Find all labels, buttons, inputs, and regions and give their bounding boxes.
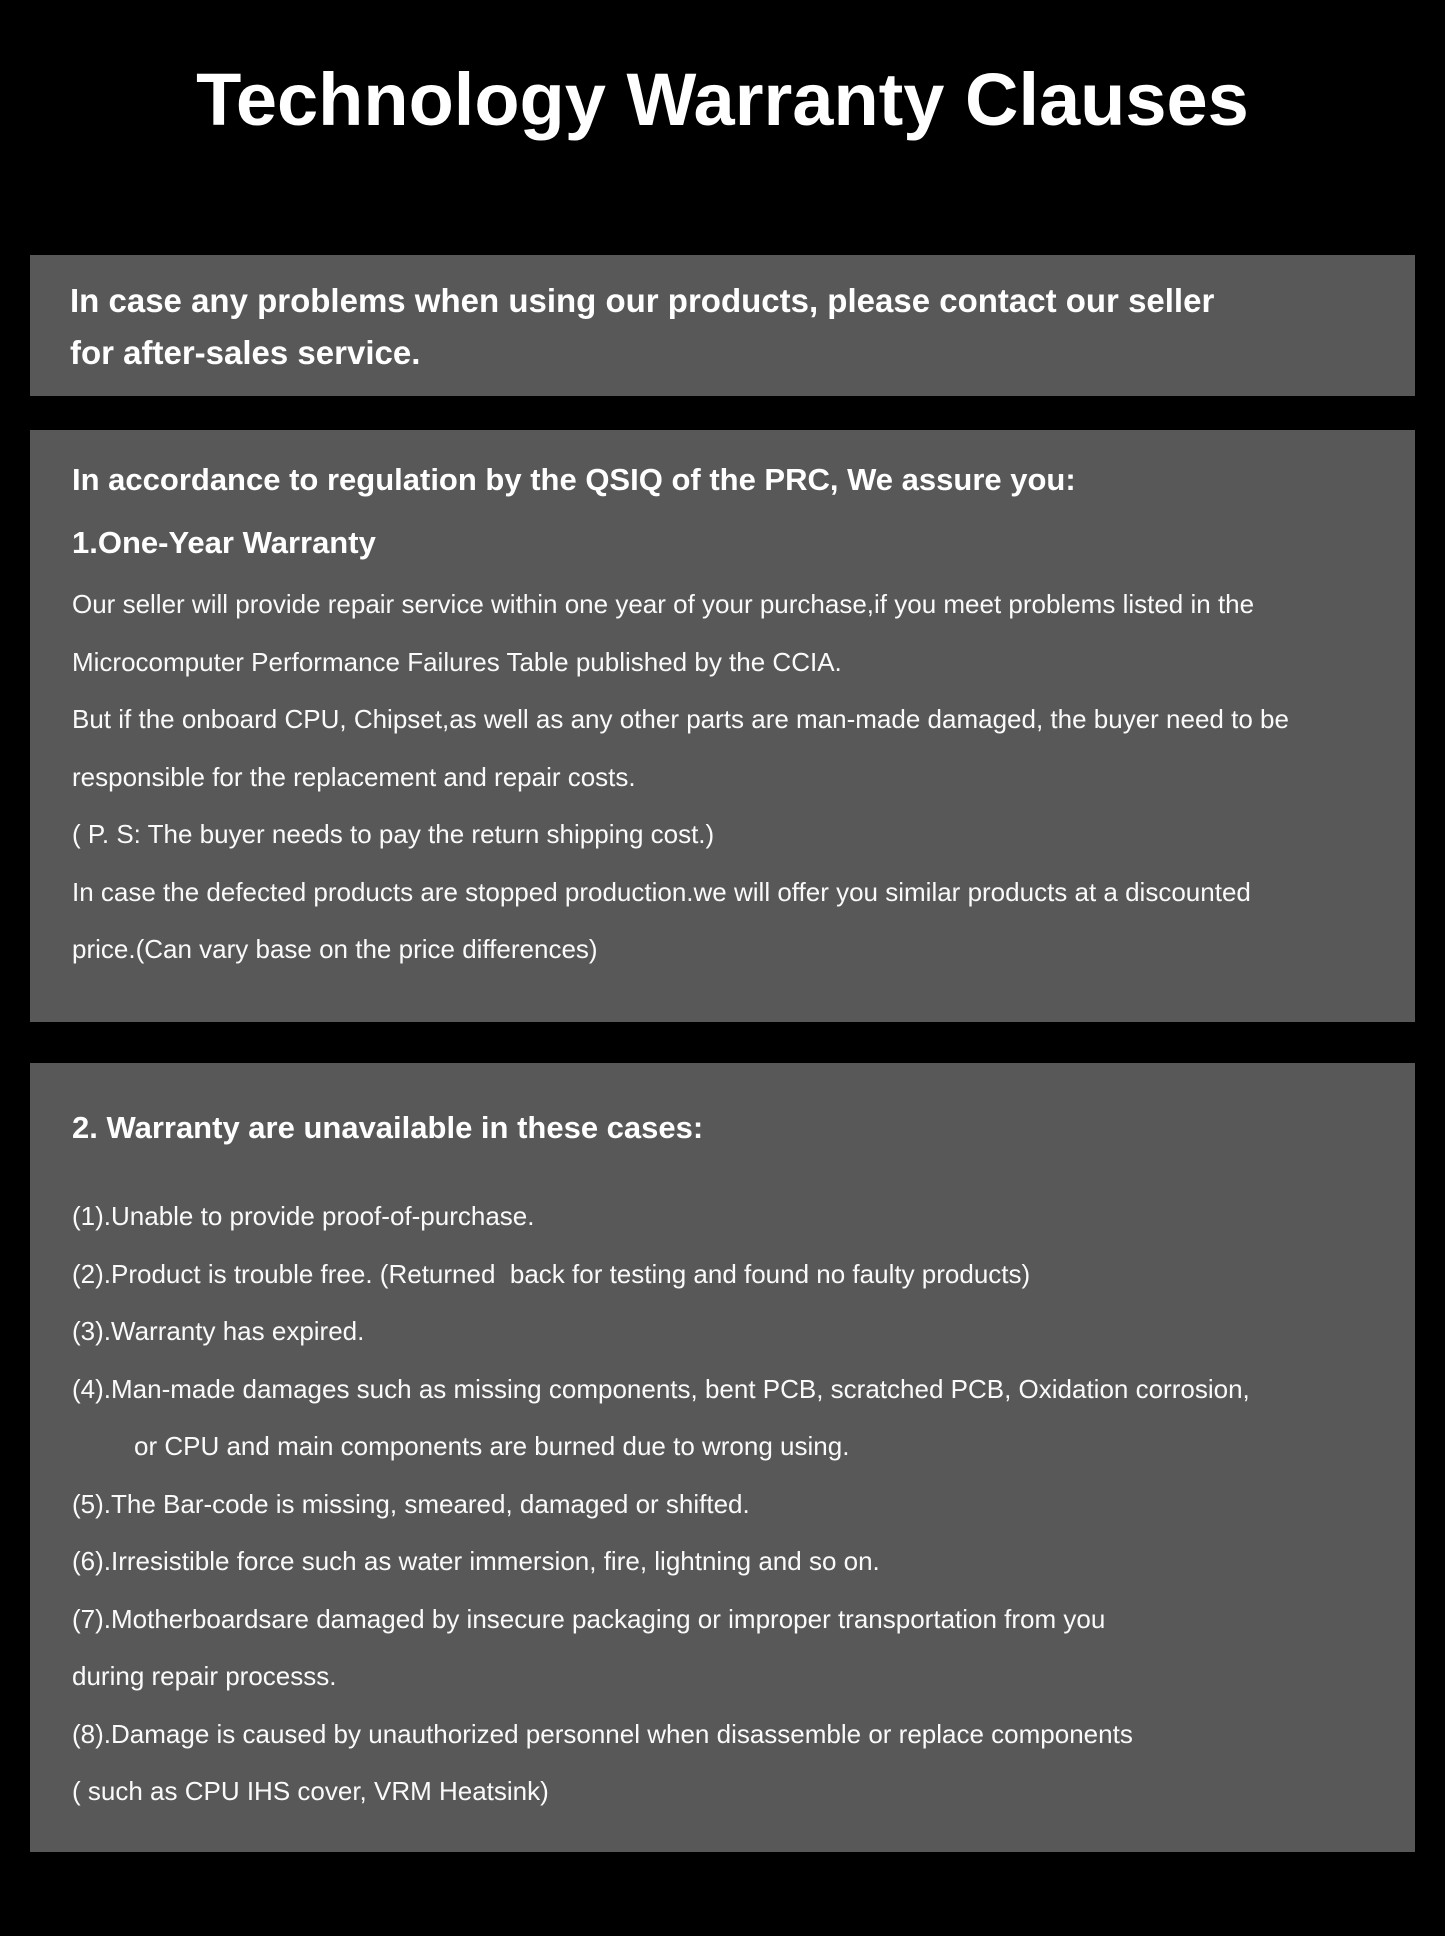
warranty-text-line: Our seller will provide repair service within one year of your purchase,if you meet problems listed in the [72,589,1255,619]
warranty-text-line: But if the onboard CPU, Chipset,as well as any other parts are man-made damaged, the buyer need to be [72,704,1289,734]
warranty-text-line: Microcomputer Performance Failures Table published by the CCIA. [72,646,842,677]
exclusion-item: (3).Warranty has expired. [72,1316,365,1346]
exclusion-item: (5).The Bar-code is missing, smeared, damaged or shifted. [72,1488,750,1519]
exclusion-item: (6).Irresistible force such as water immersion, fire, lightning and so on. [72,1546,880,1576]
contact-notice-line-2: for after-sales service. [70,334,421,371]
exclusion-item: (7).Motherboardsare damaged by insecure packaging or improper transportation from you [72,1603,1106,1634]
exclusion-item: (4).Man-made damages such as missing components, bent PCB, scratched PCB, Oxidation corrosion, [72,1373,1250,1404]
warranty-text-line: In case the defected products are stopped production.we will offer you similar products at a discounted [72,876,1251,907]
exclusion-item-continuation: ( such as CPU IHS cover, VRM Heatsink) [72,1776,549,1806]
contact-notice-panel [30,255,1415,396]
exclusions-heading: 2. Warranty are unavailable in these cases: [72,1110,704,1145]
page-title: Technology Warranty Clauses [196,58,1249,141]
exclusion-item: (2).Product is trouble free. (Returned back for testing and found no faulty products) [72,1258,1031,1289]
contact-notice-line-1: In case any problems when using our products, please contact our seller [70,282,1215,319]
exclusion-item: (1).Unable to provide proof-of-purchase. [72,1201,535,1231]
warranty-text-line: responsible for the replacement and repair costs. [72,761,636,792]
assurance-header: In accordance to regulation by the QSIQ of the PRC, We assure you: [72,462,1076,497]
warranty-exclusions-panel [30,1063,1415,1852]
warranty-text-line: ( P. S: The buyer needs to pay the return shipping cost.) [72,819,715,849]
one-year-warranty-heading: 1.One-Year Warranty [72,525,376,560]
exclusion-item: (8).Damage is caused by unauthorized personnel when disassemble or replace components [72,1718,1133,1749]
one-year-warranty-panel [30,430,1415,1022]
exclusion-item-continuation: during repair processs. [72,1661,337,1691]
warranty-text-line: price.(Can vary base on the price differences) [72,934,598,964]
exclusion-item-continuation: or CPU and main components are burned due to wrong using. [134,1431,850,1461]
